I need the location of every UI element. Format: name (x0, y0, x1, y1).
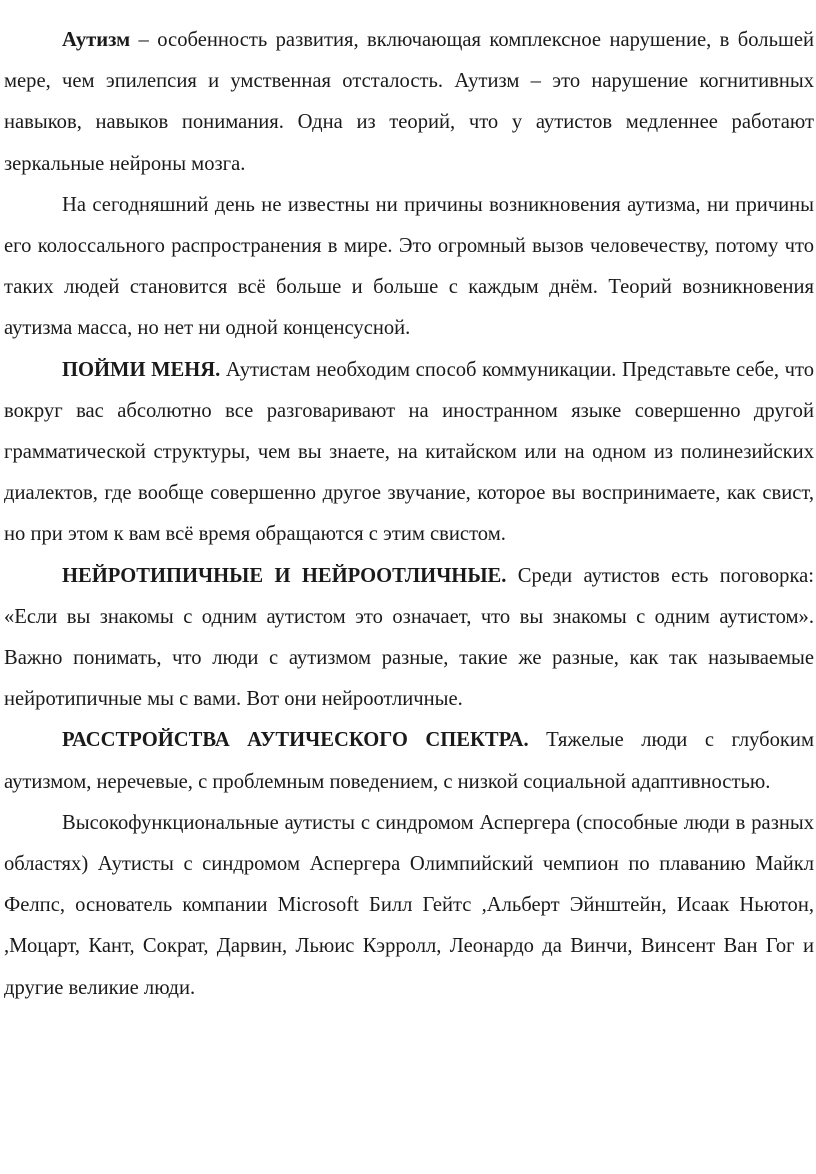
paragraph-text: Тяжелые люди с глубоким аутизмом, неречевые, с проблемным поведением, с низкой социальной адаптивностью. (4, 729, 814, 793)
paragraph-lead: ПОЙМИ МЕНЯ. (62, 358, 221, 381)
paragraph-lead: Аутизм (62, 29, 131, 51)
paragraph-lead: НЕЙРОТИПИЧНЫЕ И НЕЙРООТЛИЧНЫЕ. (62, 564, 507, 587)
paragraph-asperger (4, 803, 814, 1009)
paragraph-spectrum-disorders (4, 720, 814, 802)
paragraph-neurotypical (4, 556, 814, 721)
paragraph-autism-definition (4, 20, 814, 185)
paragraph-text: – особенность развития, включающая комплексное нарушение, в большей мере, чем эпилепсия и умственная отсталость. Аутизм – это нарушение когнитивных навыков, навыков понимания. Одна из теорий, что у аутистов медленнее работают зеркальные нейроны мозга. (4, 29, 814, 175)
paragraph-text: Аутистам необходим способ коммуникации. Представьте себе, что вокруг вас абсолютно все разговаривают на иностранном языке совершенно другой грамматической структуры, чем вы знаете, на китайском или на одном из полинезийских диалектов, где вообще совершенно другое звучание, которое вы воспринимаете, как свист, но при этом к вам всё время обращаются с этим свистом. (4, 358, 815, 546)
paragraph-lead: РАССТРОЙСТВА АУТИЧЕСКОГО СПЕКТРА. (62, 729, 529, 752)
paragraph-text: Высокофункциональные аутисты с синдромом Аспергера (способные люди в разных областях) Аутисты с синдромом Аспергера Олимпийский чемпион по плаванию Майкл Фелпс, основатель компании Microsoft Билл Гейтс ,Альберт Эйнштейн, Исаак Ньютон, ,Моцарт, Кант, Сократ, Дарвин, Льюис Кэрролл, Леонардо да Винчи, Винсент Ван Гог и другие великие люди. (4, 811, 814, 999)
paragraph-understand-me (4, 350, 814, 556)
paragraph-causes (4, 185, 814, 350)
paragraph-text: Среди аутистов есть поговорка: «Если вы знакомы с одним аутистом это означает, что вы знакомы с одним аутистом». Важно понимать, что люди с аутизмом разные, такие же разные, как так называемые нейротипичные мы с вами. Вот они нейроотличные. (4, 564, 815, 711)
paragraph-text: На сегодняшний день не известны ни причины возникновения аутизма, ни причины его колоссального распространения в мире. Это огромный вызов человечеству, потому что таких людей становится всё больше и больше с каждым днём. Теорий возникновения аутизма масса, но нет ни одной конценсусной. (4, 193, 814, 340)
